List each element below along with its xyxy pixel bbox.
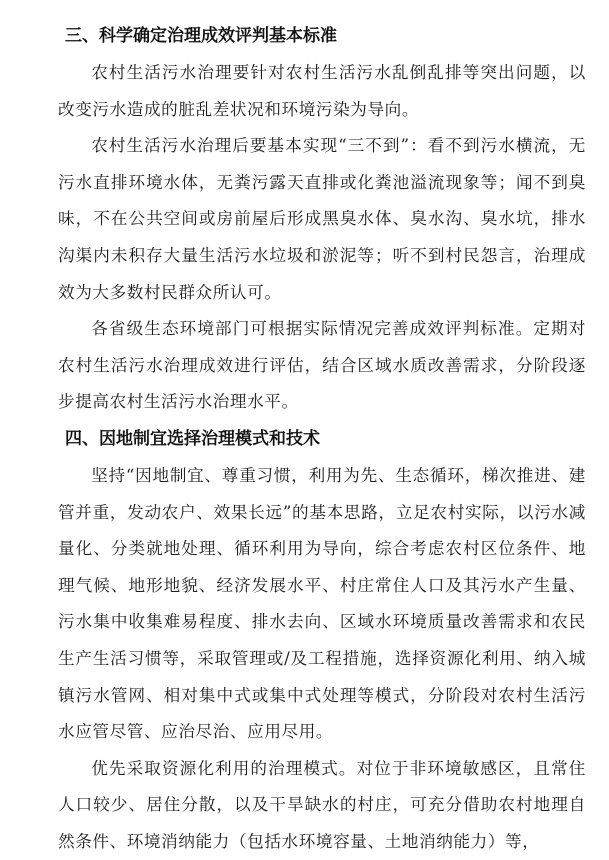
document-page xyxy=(58,18,586,860)
paragraph: 坚持“因地制宜、尊重习惯，利用为先、生态循环，梯次推进、建管并重，发动农户、效果长远”的基本思路，立足农村实际，以污水减量化、分类就地处理、循环利用为导向，综合考虑农村区位条件、地理气候、地形地貌、经济发展水平、村庄常住人口及其污水产生量、污水集中收集难易程度、排水去向、区域水环境质量改善需求和农民生产生活习惯等，采取管理或/及工程措施，选择资源化利用、纳入城镇污水管网、相对集中式或集中式处理等模式，分阶段对农村生活污水应管尽管、应治尽治、应用尽用。 xyxy=(58,465,586,742)
paragraph: 优先采取资源化利用的治理模式。对位于非环境敏感区，且常住人口较少、居住分散，以及干旱缺水的村庄，可充分借助农村地理自然条件、环境消纳能力（包括水环境容量、土地消纳能力）等， xyxy=(58,758,586,851)
section-heading-3: 三、科学确定治理成效评判基本标准 xyxy=(65,26,337,46)
paragraph: 农村生活污水治理要针对农村生活污水乱倒乱排等突出问题，以改变污水造成的脏乱差状况和环境污染为导向。 xyxy=(58,63,586,119)
paragraph: 农村生活污水治理后要基本实现“三不到”：看不到污水横流，无污水直排环境水体，无粪污露天直排或化粪池溢流现象等；闻不到臭味，不在公共空间或房前屋后形成黑臭水体、臭水沟、臭水坑，排水沟渠内未积存大量生活污水垃圾和淤泥等；听不到村民怨言，治理成效为大多数村民群众所认可。 xyxy=(58,136,586,302)
section-heading-4: 四、因地制宜选择治理模式和技术 xyxy=(65,428,320,449)
paragraph: 各省级生态环境部门可根据实际情况完善成效评判标准。定期对农村生活污水治理成效进行评估，结合区域水质改善需求，分阶段逐步提高农村生活污水治理水平。 xyxy=(58,319,586,412)
